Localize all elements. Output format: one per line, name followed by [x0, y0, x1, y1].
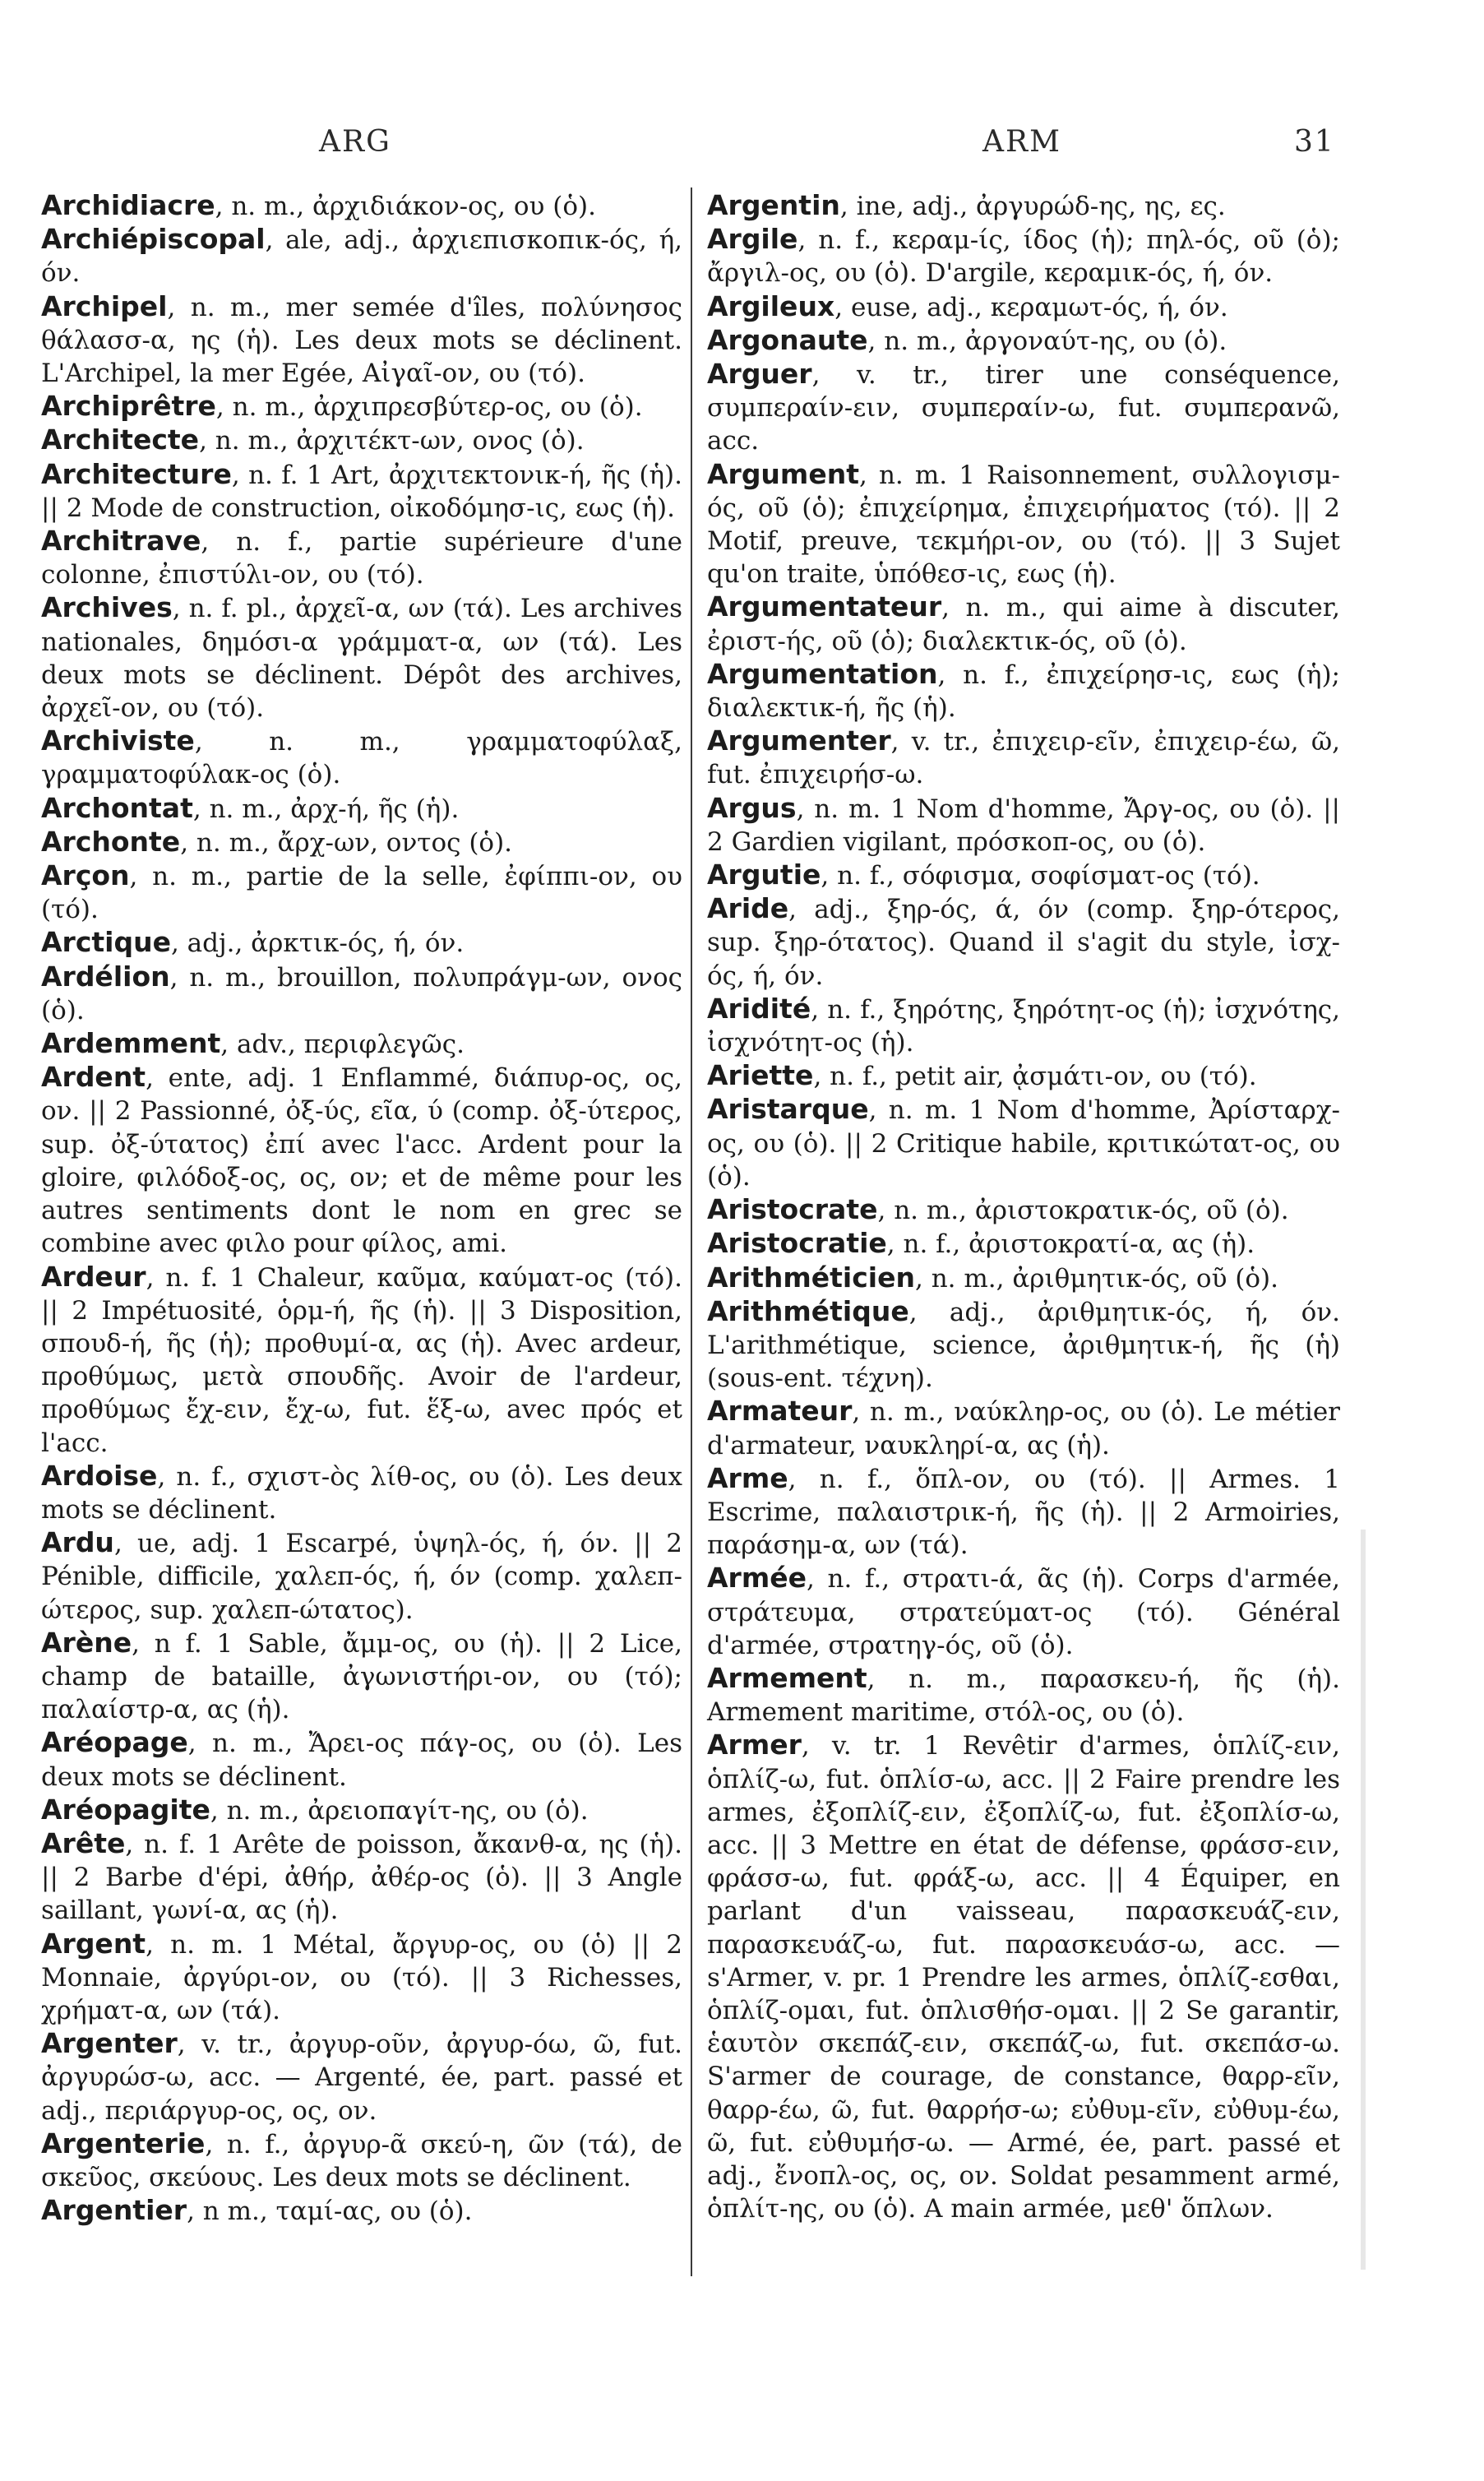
entry-headword: Archiviste [41, 724, 195, 757]
entry-headword: Argenter [41, 2027, 178, 2060]
entry-headword: Arçon [41, 859, 130, 892]
dictionary-entry [41, 960, 682, 1027]
entry-headword: Argenterie [41, 2127, 206, 2159]
entry-headword: Arithmétique [707, 1294, 909, 1327]
entry-definition: , n. m., ἀριστοκρατικ-ός, οῦ (ὁ). [877, 1196, 1289, 1226]
dictionary-entry [707, 1729, 1340, 2225]
dictionary-entry [707, 1295, 1340, 1396]
entry-definition: , n. m. 1 Nom d'homme, Ἀρίσταρχ-ος, ου (ὁ). || 2 Critique habile, κριτικώτατ-ος, ου (ὁ). [707, 1095, 1340, 1192]
entry-headword: Ardent [41, 1061, 146, 1094]
dictionary-entry [41, 1526, 682, 1627]
entry-definition: , n. m., ναύκληρ-ος, ου (ὁ). Le métier d'armateur, ναυκληρί-α, ας (ἡ). [707, 1397, 1340, 1460]
dictionary-entry [707, 223, 1340, 289]
dictionary-entry [41, 525, 682, 591]
entry-headword: Archiprêtre [41, 390, 216, 423]
entry-headword: Argutie [707, 859, 821, 891]
dictionary-entry [41, 1827, 682, 1928]
entry-headword: Argumenter [707, 724, 891, 757]
entry-definition: , n. m. 1 Nom d'homme, Ἄργ-ος, ου (ὁ). || 2 Gardien vigilant, πρόσκοπ-ος, ου (ὁ). [707, 794, 1340, 857]
dictionary-entry [707, 1227, 1340, 1261]
dictionary-entry [41, 1261, 682, 1460]
entry-headword: Archidiacre [41, 189, 215, 221]
entry-definition: , n. m., Ἄρει-ος πάγ-ος, ου (ὁ). Les deux mots se déclinent. [41, 1729, 682, 1792]
entry-definition: , n f. 1 Sable, ἄμμ-ος, ου (ἡ). || 2 Lice, champ de bataille, ἀγωνιστήρι-ον, ου (τό); παλαίστρ-α, ας (ἡ). [41, 1628, 682, 1725]
entry-definition: , v. tr., tirer une conséquence, συμπεραίν-ειν, συμπεραίν-ω, fut. συμπερανῶ, acc. [707, 360, 1340, 456]
dictionary-entry [707, 1093, 1340, 1193]
dictionary-entry [707, 1059, 1340, 1093]
dictionary-entry [707, 859, 1340, 892]
dictionary-entry [707, 1562, 1340, 1662]
dictionary-entry [41, 1726, 682, 1793]
entry-headword: Architecte [41, 424, 200, 456]
entry-definition: , n. m., ἀριθμητικ-ός, οῦ (ὁ). [915, 1263, 1278, 1294]
dictionary-entry [707, 358, 1340, 458]
entry-definition: , n. f., ξηρότης, ξηρότητ-ος (ἡ); ἰσχνότης, ἰσχνότητ-ος (ἡ). [707, 994, 1340, 1058]
dictionary-entry [41, 189, 682, 223]
entry-headword: Arguer [707, 358, 812, 391]
entry-definition: , n. m., ἀργοναύτ-ης, ου (ὁ). [867, 326, 1227, 356]
entry-definition: , n. m. 1 Raisonnement, συλλογισμ-ός, οῦ (ὁ); ἐπιχείρημα, ἐπιχειρήματος (τό). || 2 Motif, preuve, τεκμήρι-ον, ου (τό). || 3 Sujet qu'on traite, ὑπόθεσ-ις, εως (ἡ). [707, 460, 1340, 590]
entry-headword: Argile [707, 223, 798, 256]
left-column [41, 189, 682, 2228]
entry-definition: , n. m., brouillon, πολυπράγμ-ων, ονος (ὁ). [41, 962, 682, 1025]
dictionary-entry [707, 1261, 1340, 1295]
dictionary-entry [41, 458, 682, 525]
entry-definition: , n. m., παρασκευ-ή, ῆς (ἡ). Armement maritime, στόλ-ος, ου (ὁ). [707, 1664, 1340, 1728]
dictionary-entry [707, 1662, 1340, 1729]
entry-definition: , v. tr. 1 Revêtir d'armes, ὁπλίζ-ειν, ὁπλίζ-ω, fut. ὁπλίσ-ω, acc. || 2 Faire prendre les armes, ἐξοπλίζ-ειν, ἐξοπλίζ-ω, fut. ἐξοπλίσ-ω, acc. || 3 Mettre en état de défense, φράσσ-ειν, φράσσ-ω, fut. φράξ-ω, acc. || 4 Équiper, en parlant d'un vaisseau, παρασκευάζ-ειν, παρασκευάζ-ω, fut. παρασκευάσ-ω, acc. — s'Armer, v. pr. 1 Prendre les armes, ὁπλίζ-εσθαι, ὁπλίζ-ομαι, fut. ὁπλισθήσ-ομαι. || 2 Se garantir, ἑαυτὸν σκεπάζ-ειν, σκεπάζ-ω, fut. σκεπάσ-ω. S'armer de courage, de constance, θαρρ-εῖν, θαρρ-έω, ῶ, fut. θαρρήσ-ω; εὐθυμ-εῖν, εὐθυμ-έω, ῶ, fut. εὐθυμήσ-ω. — Armé, ée, part. passé et adj., ἔνοπλ-ος, ος, ον. Soldat pesamment armé, ὁπλίτ-ης, ου (ὁ). A main armée, μεθ' ὅπλων. [707, 1731, 1340, 2224]
dictionary-entry [707, 324, 1340, 358]
entry-headword: Argentin [707, 189, 840, 221]
entry-definition: , ine, adj., ἀργυρώδ-ης, ης, ες. [839, 192, 1226, 221]
entry-definition: , n. m., γραμματοφύλαξ, γραμματοφύλακ-ος (ὁ). [41, 727, 682, 790]
entry-headword: Argus [707, 791, 797, 824]
entry-headword: Ariette [707, 1059, 814, 1092]
entry-headword: Argumentateur [707, 590, 942, 623]
dictionary-entry [41, 926, 682, 960]
entry-headword: Archonte [41, 825, 181, 858]
dictionary-entry [41, 1627, 682, 1727]
entry-definition: , n. f. 1 Art, ἀρχιτεκτονικ-ή, ῆς (ἡ). || 2 Mode de construction, οἰκοδόμησ-ις, εως (ἡ). [41, 460, 682, 523]
entry-definition: , n. f., ἀριστοκρατί-α, ας (ἡ). [886, 1229, 1255, 1260]
dictionary-entry [41, 2027, 682, 2127]
header-left-guideword: ARG [319, 125, 391, 159]
entry-definition: , n. f. 1 Chaleur, καῦμα, καύματ-ος (τό). || 2 Impétuosité, ὁρμ-ή, ῆς (ἡ). || 3 Disposition, σπουδ-ή, ῆς (ἡ); προθυμί-α, ας (ἡ). Avec ardeur, προθύμως, μετὰ σπουδῆς. Avoir de l'ardeur, προθύμως ἔχ-ειν, ἔχ-ω, fut. ἕξ-ω, avec πρός et l'acc. [41, 1262, 682, 1458]
entry-definition: , v. tr., ἐπιχειρ-εῖν, ἐπιχειρ-έω, ῶ, fut. ἐπιχειρήσ-ω. [707, 727, 1340, 790]
entry-definition: , ue, adj. 1 Escarpé, ὑψηλ-ός, ή, όν. || 2 Pénible, difficile, χαλεπ-ός, ή, όν (comp. χαλεπ-ώτερος, sup. χαλεπ-ώτατος). [41, 1529, 682, 1625]
entry-definition: , n m., ταμί-ας, ου (ὁ). [187, 2196, 473, 2227]
entry-headword: Argument [707, 457, 859, 490]
entry-definition: , n. f., κεραμ-ίς, ίδος (ἡ); πηλ-ός, οῦ (ὁ); ἄργιλ-ος, ου (ὁ). D'argile, κεραμικ-ός, ή, όν. [707, 225, 1340, 289]
entry-headword: Aristarque [707, 1093, 869, 1126]
dictionary-entry [707, 458, 1340, 591]
header-right-guideword: ARM [982, 125, 1061, 159]
entry-headword: Argent [41, 1927, 146, 1960]
entry-headword: Aréopage [41, 1726, 188, 1759]
entry-headword: Argentier [41, 2194, 187, 2227]
dictionary-entry [41, 2194, 682, 2228]
scan-gutter-shadow [1361, 1530, 1366, 2270]
entry-definition: , n. m., ἄρχ-ων, οντος (ὁ). [180, 827, 513, 858]
entry-headword: Armer [707, 1729, 802, 1761]
entry-definition: , n. f., ὅπλ-ον, ου (τό). || Armes. 1 Escrime, παλαιστρικ-ή, ῆς (ἡ). || 2 Armoiries, παράσημ-α, ων (τά). [707, 1464, 1340, 1561]
entry-headword: Armateur [707, 1395, 853, 1428]
entry-headword: Aristocratie [707, 1227, 887, 1260]
entry-headword: Armement [707, 1661, 867, 1694]
entry-definition: , n. m., ἀρχιδιάκον-ος, ου (ὁ). [215, 192, 596, 221]
entry-headword: Ardemment [41, 1027, 221, 1060]
entry-definition: , adv., περιφλεγῶς. [220, 1030, 465, 1060]
dictionary-entry [707, 189, 1340, 223]
dictionary-entry [41, 1027, 682, 1061]
dictionary-entry [41, 1061, 682, 1260]
entry-definition: , n. f., σόφισμα, σοφίσματ-ος (τό). [821, 861, 1260, 891]
entry-definition: , n. f., στρατι-ά, ᾶς (ἡ). Corps d'armée, στράτευμα, στρατεύματ-ος (τό). Général d'armée, στρατηγ-ός, οῦ (ὁ). [707, 1564, 1340, 1660]
entry-definition: , n. m., ἀρειοπαγίτ-ης, ου (ὁ). [210, 1795, 589, 1826]
dictionary-entry [41, 1794, 682, 1827]
entry-definition: , n. m. 1 Métal, ἄργυρ-ος, ου (ὁ) || 2 Monnaie, ἀργύρι-ον, ου (τό). || 3 Richesses, χρήματ-α, ων (τά). [41, 1929, 682, 2025]
entry-definition: , n. m., ἀρχ-ή, ῆς (ἡ). [192, 794, 460, 824]
entry-headword: Ardeur [41, 1260, 146, 1293]
dictionary-entry [41, 390, 682, 424]
entry-headword: Argonaute [707, 323, 868, 356]
dictionary-entry [41, 2127, 682, 2194]
entry-headword: Archipel [41, 289, 168, 322]
dictionary-entry [41, 591, 682, 724]
entry-definition: , n. f., petit air, ᾀσμάτι-ον, ου (τό). [813, 1062, 1257, 1092]
entry-definition: , ale, adj., ἀρχιεπισκοπικ-ός, ή, όν. [41, 225, 682, 289]
entry-headword: Arctique [41, 926, 171, 959]
dictionary-entry [41, 724, 682, 791]
entry-definition: , ente, adj. 1 Enflammé, διάπυρ-ος, ος, ον. || 2 Passionné, ὀξ-ύς, εῖα, ύ (comp. ὀξ-ύτερος, sup. ὀξ-ύτατος) ἐπί avec l'acc. Ardent pour la gloire, φιλόδοξ-ος, ος, ον; et de même pour les autres sentiments dont le nom en grec se combine avec φιλο pour φίλος, ami. [41, 1063, 682, 1259]
entry-headword: Aride [707, 892, 789, 925]
entry-headword: Aridité [707, 992, 811, 1025]
entry-definition: , n. f. pl., ἀρχεῖ-α, ων (τά). Les archives nationales, δημόσι-α γράμματ-α, ων (τά). Les deux mots se déclinent. Dépôt des archives, ἀρχεῖ-ον, ου (τό). [41, 594, 682, 724]
entry-definition: , n. m., qui aime à discuter, ἐριστ-ής, οῦ (ὁ); διαλεκτικ-ός, οῦ (ὁ). [707, 593, 1340, 656]
column-divider [691, 187, 692, 2276]
entry-definition: , euse, adj., κεραμωτ-ός, ή, όν. [834, 292, 1228, 322]
entry-definition: , n. f., partie supérieure d'une colonne, ἐπιστύλι-ον, ου (τό). [41, 527, 682, 590]
entry-headword: Architrave [41, 525, 201, 558]
dictionary-entry [707, 792, 1340, 859]
dictionary-entry [707, 290, 1340, 324]
entry-headword: Archiépiscopal [41, 223, 266, 256]
entry-headword: Aréopagite [41, 1793, 210, 1826]
dictionary-entry [707, 993, 1340, 1059]
entry-headword: Ardoise [41, 1459, 158, 1492]
dictionary-entry [41, 1928, 682, 2028]
running-header [0, 125, 1484, 174]
dictionary-entry [707, 724, 1340, 791]
entry-definition: , n. f., ἐπιχείρησ-ις, εως (ἡ); διαλεκτικ-ή, ῆς (ἡ). [707, 660, 1340, 724]
page-number: 31 [1294, 125, 1335, 159]
entry-definition: , adj., ἀρκτικ-ός, ή, όν. [170, 928, 465, 959]
dictionary-entry [707, 892, 1340, 993]
entry-headword: Archontat [41, 791, 193, 824]
entry-definition: , adj., ξηρ-ός, ά, όν (comp. ξηρ-ότερος, sup. ξηρ-ότατος). Quand il s'agit du style, ἰσχ-ός, ή, όν. [707, 895, 1340, 991]
entry-headword: Argileux [707, 289, 835, 322]
entry-definition: , n. m., ἀρχιτέκτ-ων, ονος (ὁ). [199, 426, 585, 456]
entry-headword: Arme [707, 1461, 788, 1494]
dictionary-entry [707, 1395, 1340, 1461]
entry-definition: , adj., ἀριθμητικ-ός, ή, όν. L'arithmétique, science, ἀριθμητικ-ή, ῆς (ἡ) (sous-ent. τέχνη). [707, 1297, 1340, 1394]
dictionary-entry [41, 826, 682, 859]
entry-headword: Archives [41, 591, 173, 624]
dictionary-entry [41, 223, 682, 289]
entry-definition: , n. f., ἀργυρ-ᾶ σκεύ-η, ῶν (τά), de σκεῦος, σκεύους. Les deux mots se déclinent. [41, 2129, 682, 2192]
entry-headword: Aristocrate [707, 1193, 878, 1226]
dictionary-entry [707, 1193, 1340, 1227]
entry-definition: , n. f. 1 Arête de poisson, ἄκανθ-α, ης (ἡ). || 2 Barbe d'épi, ἀθήρ, ἀθέρ-ος (ὁ). || 3 Angle saillant, γωνί-α, ας (ἡ). [41, 1829, 682, 1926]
entry-headword: Architecture [41, 457, 232, 490]
dictionary-entry [707, 1462, 1340, 1562]
dictionary-entry [41, 290, 682, 391]
dictionary-entry [41, 792, 682, 826]
entry-headword: Armée [707, 1562, 807, 1595]
entry-headword: Arête [41, 1826, 126, 1859]
entry-definition: , n. m., mer semée d'îles, πολύνησος θάλασσ-α, ης (ἡ). Les deux mots se déclinent. L'Archipel, la mer Egée, Αἰγαῖ-ον, ου (τό). [41, 292, 682, 389]
entry-headword: Arène [41, 1626, 132, 1659]
entry-headword: Argumentation [707, 657, 938, 690]
dictionary-entry [41, 424, 682, 457]
dictionary-entry [41, 859, 682, 926]
entry-headword: Ardu [41, 1526, 114, 1559]
entry-headword: Ardélion [41, 960, 170, 993]
right-column [707, 189, 1340, 2225]
entry-definition: , v. tr., ἀργυρ-οῦν, ἀργυρ-όω, ῶ, fut. ἀργυρώσ-ω, acc. — Argenté, ée, part. passé et adj., περιάργυρ-ος, ος, ον. [41, 2030, 682, 2126]
dictionary-entry [707, 590, 1340, 657]
entry-headword: Arithméticien [707, 1261, 915, 1294]
entry-definition: , n. f., σχιστ-ὸς λίθ-ος, ου (ὁ). Les deux mots se déclinent. [41, 1461, 682, 1525]
entry-definition: , n. m., partie de la selle, ἐφίππι-ον, ου (τό). [41, 862, 682, 925]
entry-definition: , n. m., ἀρχιπρεσβύτερ-ος, ου (ὁ). [215, 392, 643, 423]
dictionary-entry [707, 658, 1340, 724]
dictionary-entry [41, 1460, 682, 1526]
